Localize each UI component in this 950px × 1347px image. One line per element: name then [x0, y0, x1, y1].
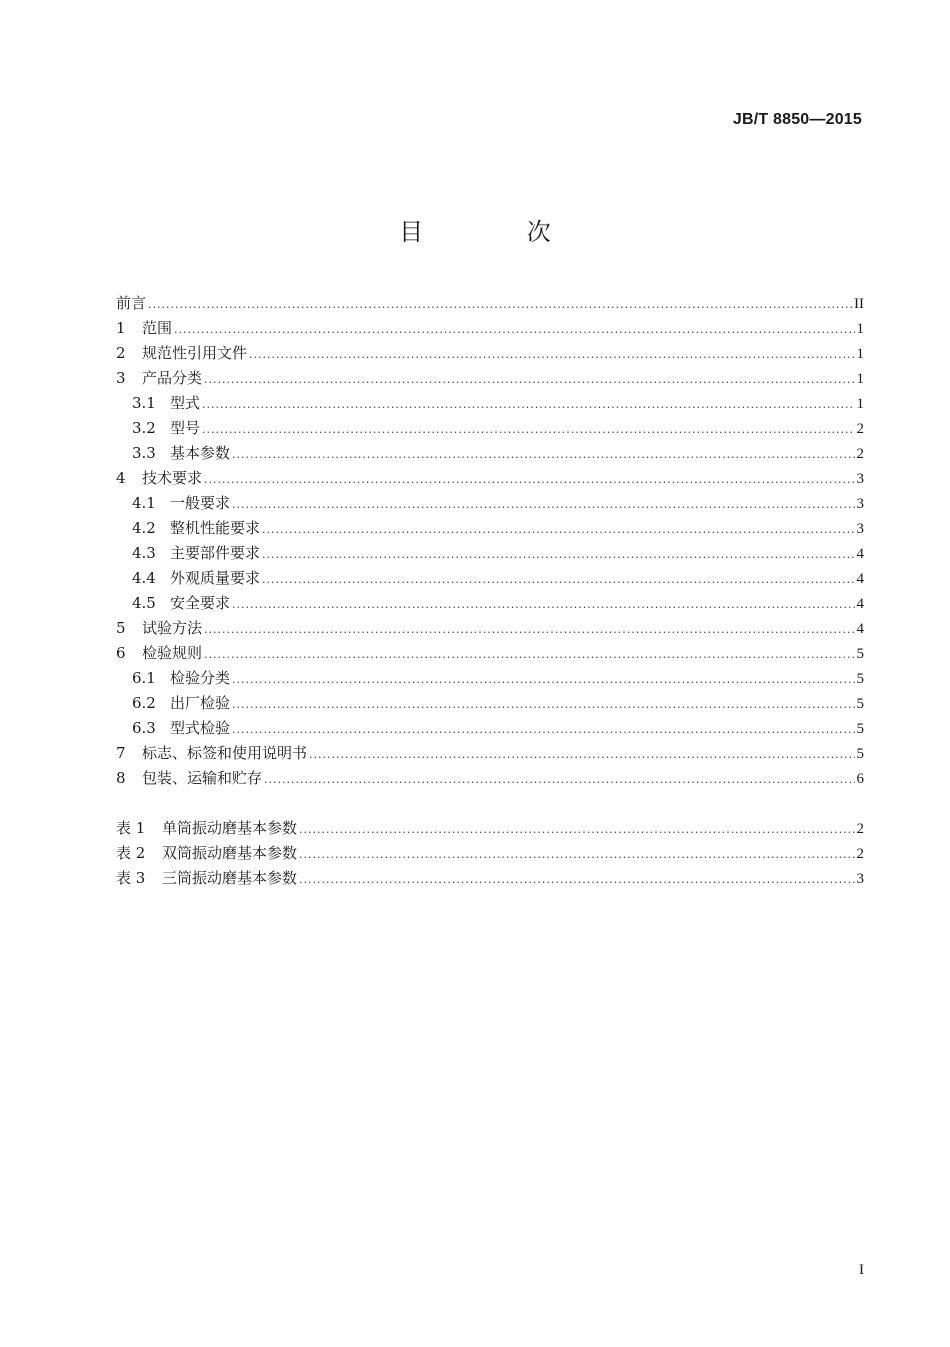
toc-entry[interactable] — [116, 616, 864, 641]
toc-entry-number: 3.1 — [132, 394, 156, 412]
toc-entry[interactable] — [116, 866, 864, 891]
toc-dot-leader — [299, 817, 854, 842]
toc-entry-number: 4.2 — [132, 519, 156, 537]
toc-dot-leader — [202, 417, 854, 442]
toc-entry[interactable] — [116, 691, 864, 716]
toc-entry-number: 6.2 — [132, 694, 156, 712]
toc-entry-page: 1 — [856, 371, 864, 387]
toc-entry-title: 整机性能要求 — [170, 519, 261, 537]
toc-entry-number: 2 — [116, 344, 126, 362]
toc-entry-page: 4 — [856, 546, 864, 562]
toc-dot-leader — [202, 392, 854, 417]
toc-entry-page: 3 — [856, 871, 864, 887]
toc-dot-leader — [232, 492, 854, 517]
toc-dot-leader — [264, 767, 854, 792]
toc-entry-title: 标志、标签和使用说明书 — [142, 744, 308, 762]
toc-entry-number: 6.3 — [132, 719, 156, 737]
list-of-tables — [116, 816, 864, 891]
toc-entry-page: 1 — [856, 346, 864, 362]
toc-entry-title: 产品分类 — [142, 369, 203, 387]
toc-entry-page: II — [854, 296, 864, 312]
table-of-contents — [116, 291, 864, 791]
toc-entry-title: 试验方法 — [142, 619, 203, 637]
toc-entry-page: 1 — [856, 396, 864, 412]
toc-entry-number: 3.2 — [132, 419, 156, 437]
toc-entry-title: 双筒振动磨基本参数 — [162, 844, 298, 862]
page-title: 目 次 — [399, 218, 599, 246]
toc-dot-leader — [249, 342, 854, 367]
toc-entry-number: 5 — [116, 619, 126, 637]
toc-entry[interactable] — [116, 541, 864, 566]
toc-entry[interactable] — [116, 316, 864, 341]
toc-entry-title: 包装、运输和贮存 — [142, 769, 263, 787]
toc-entry-title: 检验分类 — [170, 669, 231, 687]
toc-dot-leader — [299, 867, 854, 892]
toc-dot-leader — [204, 617, 854, 642]
toc-entry-page: 2 — [856, 421, 864, 437]
toc-entry-page: 2 — [856, 821, 864, 837]
toc-entry[interactable] — [116, 766, 864, 791]
toc-entry-number: 4.1 — [132, 494, 156, 512]
toc-entry[interactable] — [116, 366, 864, 391]
toc-entry-number: 3.3 — [132, 444, 156, 462]
toc-dot-leader — [309, 742, 854, 767]
toc-dot-leader — [232, 442, 854, 467]
toc-entry-title: 前言 — [116, 294, 147, 312]
toc-entry-page: 5 — [856, 696, 864, 712]
toc-entry-title: 出厂检验 — [170, 694, 231, 712]
standard-code: JB/T 8850—2015 — [732, 111, 862, 128]
toc-entry-number: 8 — [116, 769, 126, 787]
toc-dot-leader — [232, 692, 854, 717]
toc-dot-leader — [204, 467, 854, 492]
toc-entry[interactable] — [116, 391, 864, 416]
toc-entry-title: 型式 — [170, 394, 201, 412]
toc-entry-number: 4.3 — [132, 544, 156, 562]
toc-entry[interactable] — [116, 466, 864, 491]
toc-entry[interactable] — [116, 416, 864, 441]
toc-entry[interactable] — [116, 816, 864, 841]
toc-entry-page: 2 — [856, 846, 864, 862]
toc-entry-page: 3 — [856, 521, 864, 537]
toc-entry-number: 3 — [116, 369, 126, 387]
toc-entry-title: 范围 — [142, 319, 173, 337]
toc-entry[interactable] — [116, 716, 864, 741]
toc-entry-page: 4 — [856, 621, 864, 637]
toc-dot-leader — [262, 567, 854, 592]
toc-dot-leader — [299, 842, 854, 867]
toc-entry[interactable] — [116, 341, 864, 366]
toc-entry[interactable] — [116, 666, 864, 691]
toc-entry-page: 5 — [856, 671, 864, 687]
toc-entry-number: 4 — [116, 469, 126, 487]
toc-entry-number: 表 1 — [116, 819, 146, 837]
toc-entry[interactable] — [116, 491, 864, 516]
toc-entry[interactable] — [116, 291, 864, 316]
toc-dot-leader — [262, 542, 854, 567]
toc-entry-title: 一般要求 — [170, 494, 231, 512]
toc-entry[interactable] — [116, 841, 864, 866]
toc-entry[interactable] — [116, 741, 864, 766]
footer-page-number: I — [859, 1262, 864, 1278]
toc-entry-number: 7 — [116, 744, 126, 762]
toc-dot-leader — [232, 717, 854, 742]
toc-entry-number: 4.5 — [132, 594, 156, 612]
toc-entry-number: 6.1 — [132, 669, 156, 687]
toc-entry-page: 6 — [856, 771, 864, 787]
toc-entry-title: 主要部件要求 — [170, 544, 261, 562]
toc-entry-title: 基本参数 — [170, 444, 231, 462]
toc-entry-page: 3 — [856, 471, 864, 487]
toc-entry-number: 6 — [116, 644, 126, 662]
toc-entry-page: 3 — [856, 496, 864, 512]
toc-entry[interactable] — [116, 441, 864, 466]
toc-entry-number: 表 2 — [116, 844, 146, 862]
toc-entry-page: 4 — [856, 571, 864, 587]
toc-entry-number: 1 — [116, 319, 126, 337]
toc-entry-title: 规范性引用文件 — [142, 344, 248, 362]
toc-dot-leader — [232, 667, 854, 692]
toc-entry-title: 外观质量要求 — [170, 569, 261, 587]
toc-entry-page: 4 — [856, 596, 864, 612]
toc-entry-title: 单筒振动磨基本参数 — [162, 819, 298, 837]
toc-dot-leader — [204, 642, 854, 667]
toc-entry-title: 安全要求 — [170, 594, 231, 612]
toc-entry[interactable] — [116, 641, 864, 666]
toc-entry-page: 5 — [856, 646, 864, 662]
toc-dot-leader — [232, 592, 854, 617]
toc-dot-leader — [204, 367, 854, 392]
toc-entry[interactable] — [116, 566, 864, 591]
toc-entry-page: 1 — [856, 321, 864, 337]
toc-entry[interactable] — [116, 591, 864, 616]
toc-dot-leader — [174, 317, 854, 342]
toc-entry-title: 检验规则 — [142, 644, 203, 662]
toc-dot-leader — [148, 292, 852, 317]
toc-entry-title: 型号 — [170, 419, 201, 437]
toc-entry-title: 三筒振动磨基本参数 — [162, 869, 298, 887]
toc-dot-leader — [262, 517, 854, 542]
toc-entry[interactable] — [116, 516, 864, 541]
toc-entry-page: 5 — [856, 746, 864, 762]
toc-entry-title: 型式检验 — [170, 719, 231, 737]
toc-entry-number: 表 3 — [116, 869, 146, 887]
toc-entry-title: 技术要求 — [142, 469, 203, 487]
toc-entry-page: 5 — [856, 721, 864, 737]
toc-entry-number: 4.4 — [132, 569, 156, 587]
toc-entry-page: 2 — [856, 446, 864, 462]
